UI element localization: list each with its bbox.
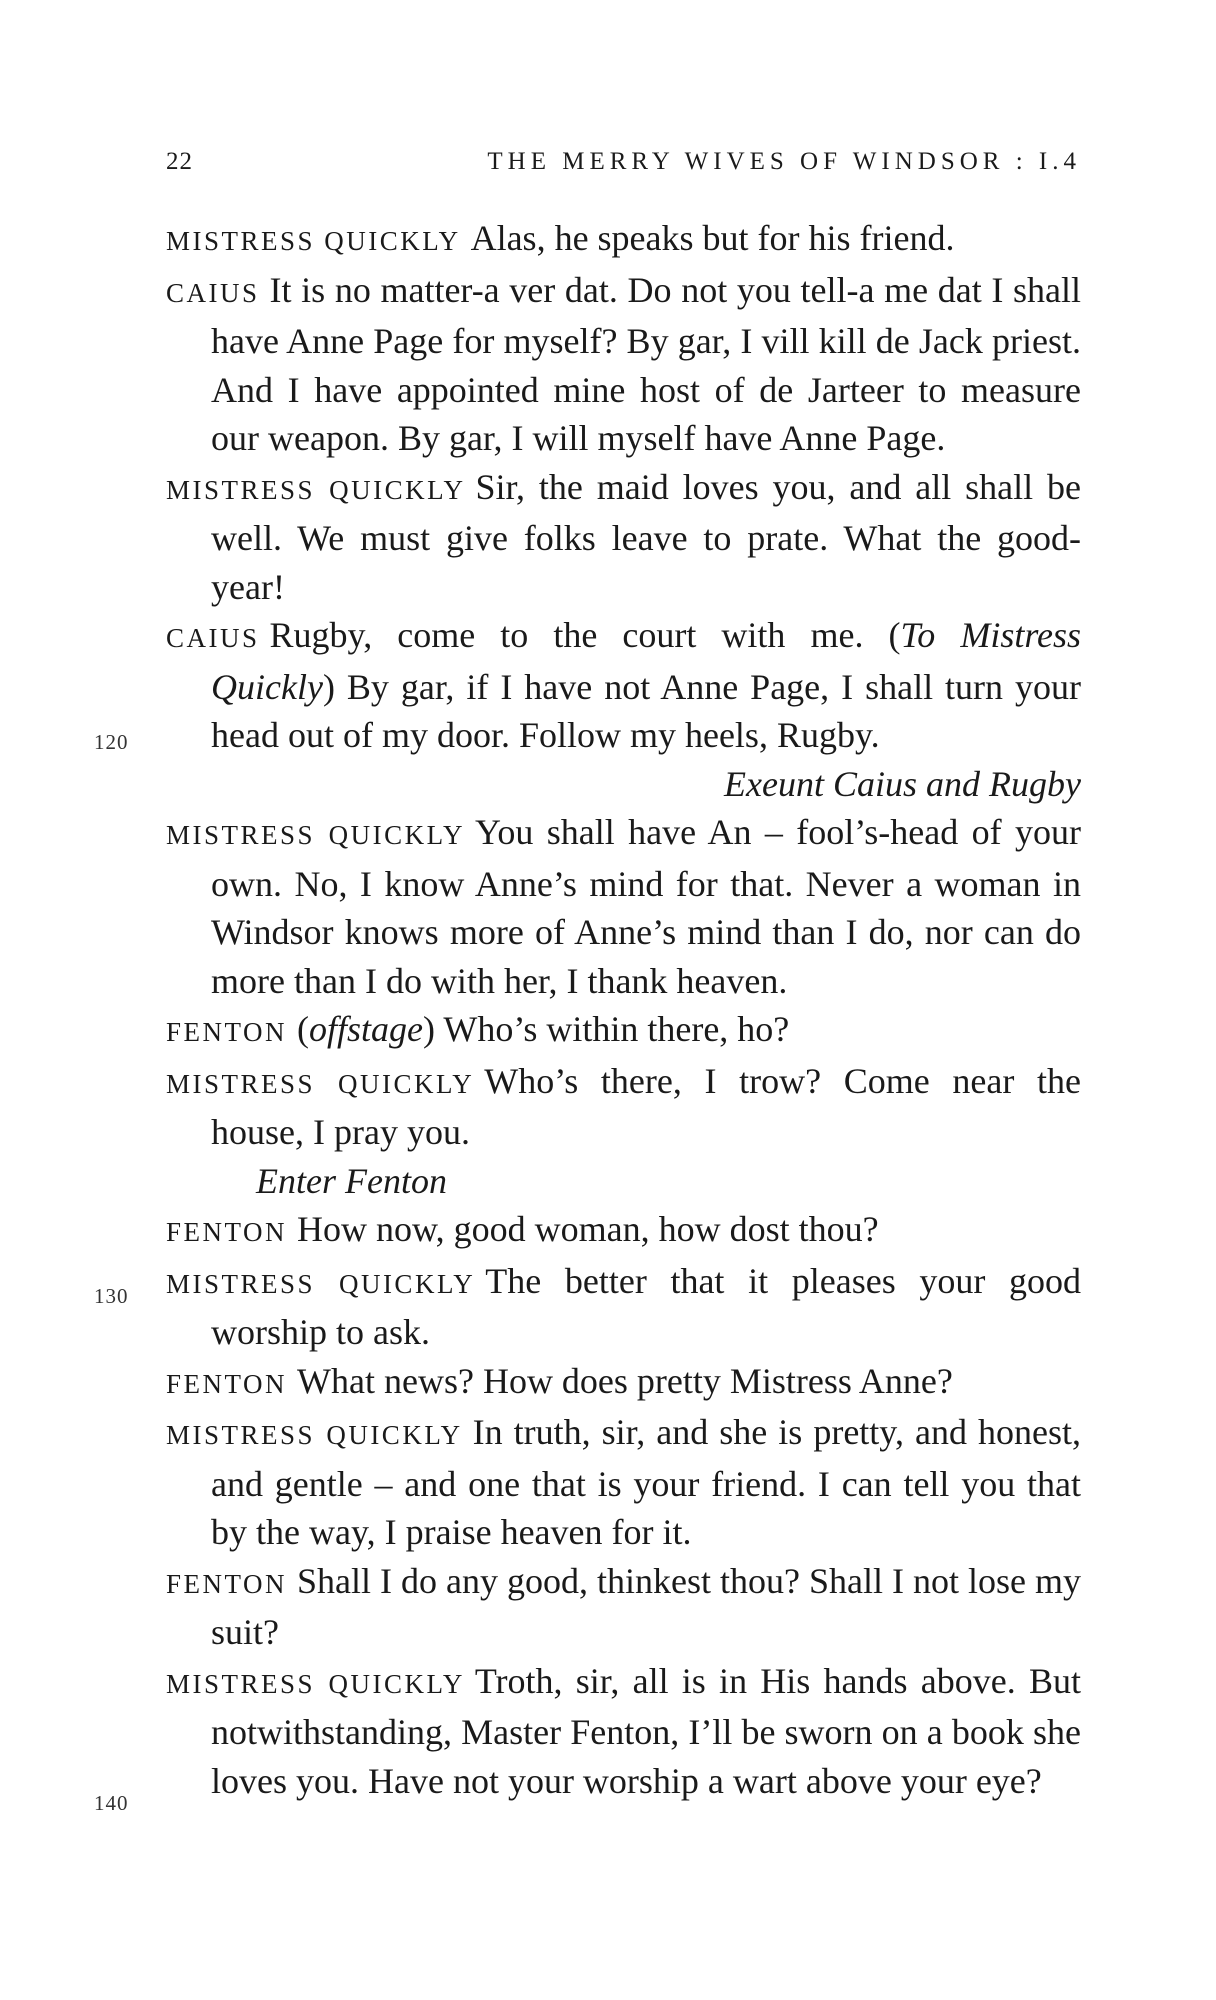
speech-text: ( [297, 1009, 310, 1049]
speaker-name: FENTON [166, 1217, 288, 1247]
speech-text: Alas, he speaks but for his friend. [470, 218, 955, 258]
speech-mistress-quickly [166, 463, 1081, 612]
line-number-130: 130 [94, 1284, 129, 1308]
speaker-name: FENTON [166, 1568, 288, 1599]
speaker-name: MISTRESS QUICKLY [166, 226, 461, 256]
speech-text: You shall have An – fool’s-head of your own. No, I know Anne’s mind for that. Never a woman in Windsor knows more of Anne’s mind than I do, nor can do more than I do with her, I thank heaven. [211, 812, 1081, 1001]
speech-caius [166, 266, 1081, 463]
speech-fenton [166, 1005, 1081, 1057]
speech-text: Shall I do any good, thinkest thou? Shall I not lose my suit? [211, 1560, 1081, 1652]
speech-mistress-quickly [166, 214, 1081, 266]
stage-direction-exeunt: Exeunt Caius and Rugby [724, 763, 1081, 804]
speech-mistress-quickly [166, 1408, 1081, 1557]
stage-direction: offstage [309, 1009, 424, 1049]
speech-text: ) Who’s within there, ho? [423, 1009, 790, 1049]
page-number: 22 [166, 148, 193, 175]
play-text [166, 214, 1081, 1805]
speech-mistress-quickly [166, 808, 1081, 1005]
speaker-name: MISTRESS QUICKLY [166, 820, 465, 850]
speech-mistress-quickly [166, 1257, 1081, 1357]
running-header [166, 148, 1081, 184]
speech-text: It is no matter-a ver dat. Do not you tell-a me dat I shall have Anne Page for myself? By gar, I vill kill de Jack priest. And I have appointed mine host of de Jarteer to measure our weapon. By gar, I will myself have Anne Page. [211, 269, 1081, 458]
speech-mistress-quickly [166, 1057, 1081, 1157]
speaker-name: MISTRESS QUICKLY [166, 474, 466, 505]
speech-caius [166, 611, 1081, 760]
speech-text: ) By gar, if I have not Anne Page, I shall turn your head out of my door. Follow my heels, Rugby. [211, 666, 1081, 755]
speaker-name: CAIUS [166, 623, 260, 653]
speaker-name: MISTRESS QUICKLY [166, 1420, 463, 1450]
stage-direction-enter: Enter Fenton [256, 1160, 447, 1201]
line-number-140: 140 [94, 1791, 129, 1815]
speech-text: Troth, sir, all is in His hands above. But notwithstanding, Master Fenton, I’ll be sworn on a book she loves you. Have not your worship a wart above your eye? [211, 1660, 1081, 1801]
speaker-name: MISTRESS QUICKLY [166, 1668, 465, 1699]
speech-text: Who’s there, I trow? Come near the house, I pray you. [211, 1060, 1081, 1152]
speech-text: How now, good woman, how dost thou? [297, 1209, 879, 1249]
running-title: THE MERRY WIVES OF WINDSOR : I.4 [487, 148, 1081, 175]
speech-text: The better that it pleases your good worship to ask. [211, 1260, 1081, 1352]
speaker-name: MISTRESS QUICKLY [166, 1068, 475, 1099]
speech-text: Rugby, come to the court with me. ( [269, 615, 901, 655]
speaker-name: CAIUS [166, 277, 260, 308]
speech-text: In truth, sir, and she is pretty, and honest, and gentle – and one that is your friend. I can tell you that by the way, I praise heaven for it. [211, 1412, 1081, 1552]
speaker-name: MISTRESS QUICKLY [166, 1268, 476, 1299]
speaker-name: FENTON [166, 1017, 288, 1047]
line-number-120: 120 [94, 730, 129, 754]
speech-fenton [166, 1205, 1081, 1257]
speech-text: What news? How does pretty Mistress Anne? [297, 1360, 953, 1401]
speech-fenton [166, 1357, 1081, 1409]
speech-text: Sir, the maid loves you, and all shall be well. We must give folks leave to prate. What the good-year! [211, 466, 1081, 607]
speaker-name: FENTON [166, 1368, 288, 1399]
speech-fenton [166, 1557, 1081, 1657]
stage-direction: To Mistress Quickly [211, 615, 1082, 707]
speech-mistress-quickly [166, 1657, 1081, 1806]
